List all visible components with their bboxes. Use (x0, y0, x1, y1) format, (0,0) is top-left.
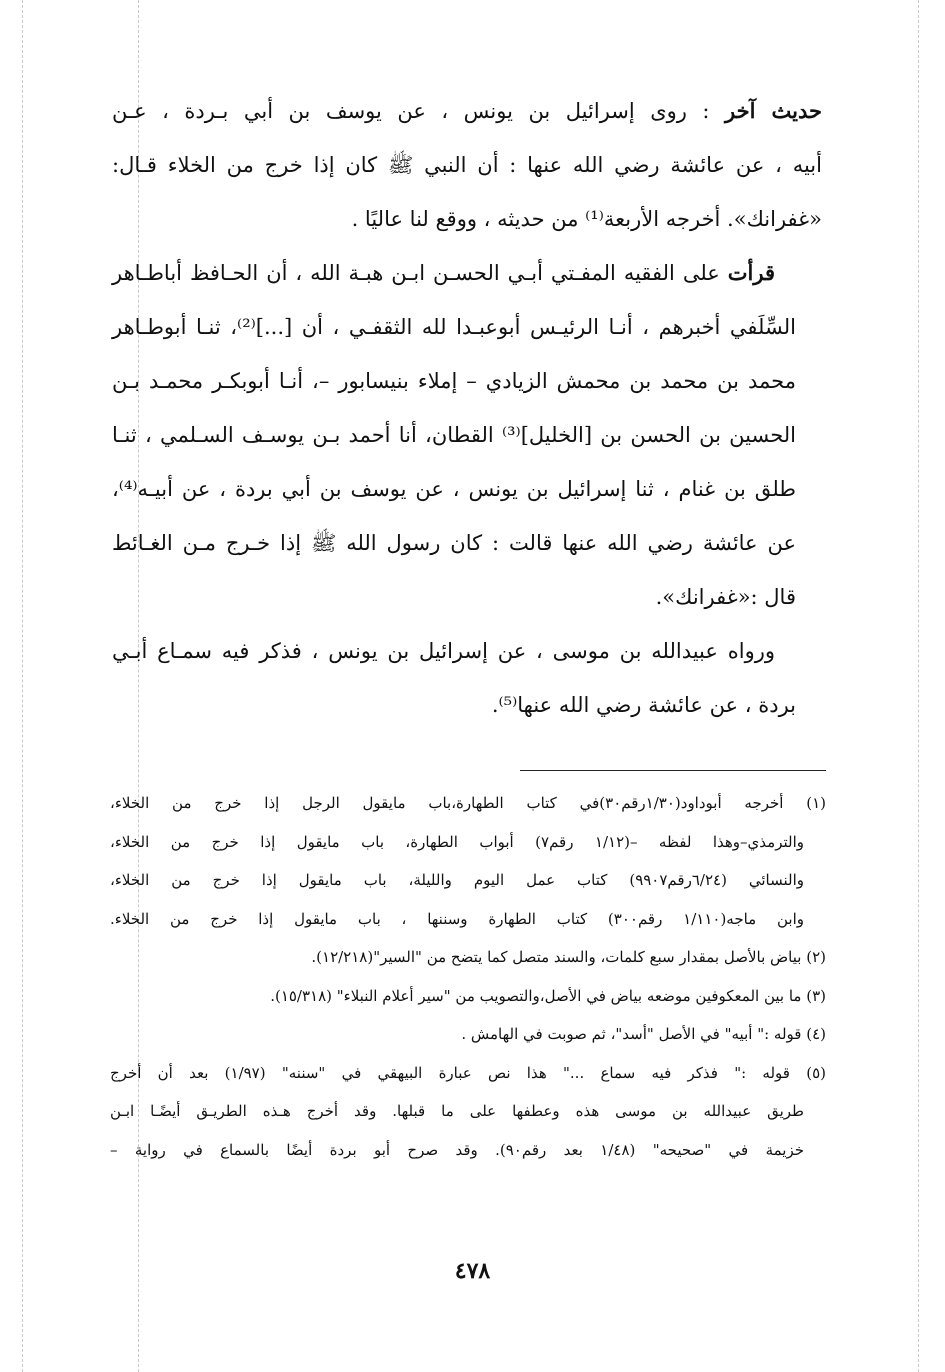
footnote-2 (110, 938, 826, 977)
main-text (112, 84, 822, 732)
text-line: محمد بن محمد بن محمش الزيادي – إملاء بنيسابور –، أنـا أبوبكـر محمـد بـن (112, 369, 796, 393)
footnote-line: (١) أخرجه أبوداود(١/٣٠رقم٣٠)في كتاب الطهارة،باب مايقول الرجل إذا خرج من الخلاء، (110, 794, 826, 812)
footnote-line: (٤) قوله :" أبيه" في الأصل "أسد"، ثم صوبت في الهامش . (461, 1025, 826, 1043)
footnote-line: (٣) ما بين المعكوفين موضعه بياض في الأصل،والتصويب من "سير أعلام النبلاء" (١٥/٣١٨). (270, 986, 826, 1005)
text-run: على الفقيه المفـتي أبـي الحسـن ابـن هبـة الله ، أن الحـافظ أباطـاهر (112, 261, 720, 285)
paragraph-riwayah (112, 624, 822, 732)
footnote-line: (٢) بياض بالأصل بمقدار سبع كلمات، والسند متصل كما يتضح من "السير"(١٢/٢١٨). (311, 948, 826, 966)
footnote-4 (110, 1015, 826, 1054)
lead-word: حديث آخر (725, 98, 822, 123)
footnote-5 (110, 1054, 826, 1170)
footnotes (110, 784, 826, 1169)
text-line: عن عائشة رضي الله عنها قالت : كان رسول الله ﷺ إذا خـرج مـن الغـائط (112, 531, 796, 555)
text-line: السِّلَفي أخبرهم ، أنـا الرئيـس أبوعبـدا لله الثقفـي ، أن [...]⁽²⁾، ثنـا أبوطـاهر (112, 315, 796, 339)
footnote-line: والترمذي–وهذا لفظه –(١/١٢ رقم٧) أبواب الطهارة، باب مايقول إذا خرج من الخلاء، (110, 832, 804, 851)
footnote-line: خزيمة في "صحيحه" (١/٤٨ بعد رقم٩٠). وقد صرح أبو بردة أيضًا بالسماع في رواية – (110, 1140, 805, 1159)
text-line: الحسين بن الحسن بن [الخليل]⁽³⁾ القطان، أنا أحمد بـن يوسـف السـلمي ، ثنـا (112, 423, 797, 447)
text-line: طلق بن غنام ، ثنا إسرائيل بن يونس ، عن يوسف بن أبي بردة ، عن أبيـه⁽⁴⁾، (112, 477, 796, 501)
scan-guide-line (22, 0, 23, 1372)
paragraph-qaratu (112, 246, 822, 624)
footnote-3 (110, 977, 826, 1016)
text-run: ورواه عبيدالله بن موسى ، عن إسرائيل بن يونس ، فذكر فيه سمـاع أبـي (112, 639, 775, 663)
text-line (112, 84, 822, 138)
footnote-line: (٥) قوله :" فذكر فيه سماع ..." هذا نص عبارة البيهقي في "سننه" (١/٩٧) بعد أن أخرج (110, 1063, 827, 1082)
lead-word: قرأت (727, 260, 776, 285)
footnote-divider (520, 770, 826, 771)
footnote-1 (110, 784, 826, 938)
text-line: بردة ، عن عائشة رضي الله عنها⁽⁵⁾. (491, 693, 796, 717)
text-line: قال :«غفرانك». (655, 585, 796, 609)
footnote-line: وابن ماجه(١/١١٠ رقم٣٠٠) كتاب الطهارة وسننها ، باب مايقول إذا خرج من الخلاء. (110, 909, 805, 928)
text-run: : روى إسرائيل بن يونس ، عن يوسف بن أبي بـردة ، عـن (112, 99, 710, 123)
text-line (112, 246, 822, 300)
paragraph-hadith-akhar (112, 84, 822, 246)
footnote-line: طريق عبيدالله بن موسى هذه وعطفها على ما قبلها. وقد أخرج هـذه الطريـق أيضًـا ابـن (110, 1102, 804, 1120)
footnote-line: والنسائي (٦/٢٤رقم٩٩٠٧) كتاب عمل اليوم والليلة، باب مايقول إذا خرج من الخلاء، (110, 871, 805, 889)
page-number: ٤٧٨ (454, 1258, 491, 1284)
text-line: أبيه ، عن عائشة رضي الله عنها : أن النبي ﷺ كان إذا خرج من الخلاء قـال: (112, 153, 822, 177)
text-line (112, 624, 822, 678)
scan-guide-line (918, 0, 919, 1372)
text-line: «غفرانك». أخرجه الأربعة⁽¹⁾ من حديثه ، ووقع لنا عاليًا . (351, 207, 822, 231)
